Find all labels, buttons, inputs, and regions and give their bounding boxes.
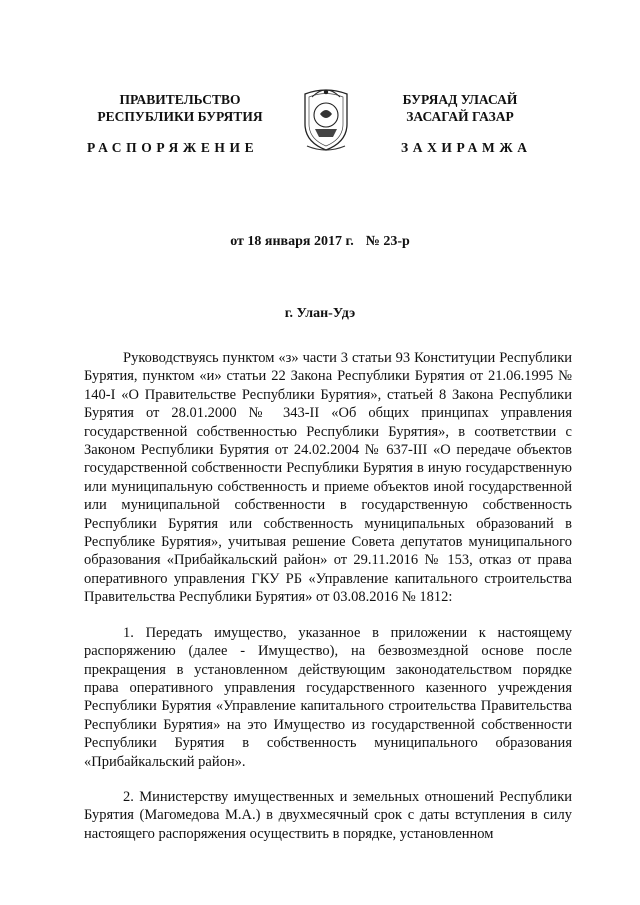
- coat-of-arms-icon: [299, 84, 353, 154]
- issuer-line-1: ПРАВИТЕЛЬСТВО: [119, 92, 241, 107]
- date-number-line: [0, 234, 640, 250]
- preamble-paragraph: Руководствуясь пунктом «з» части 3 статьи 93 Конституции Республики Бурятия, пунктом «и» статьи 22 Закона Республики Бурятия от 21.06.1995 № 140-I «О Правительстве Республики Бурятия», статьей 8 Закона Республики Бурятия от 28.01.2000 № 343-II «Об общих принципах управления государственной собственностью Республики Бурятия», в соответствии с Законом Республики Бурятия от 24.02.2004 № 637-III «О передаче объектов государственной собственности Республики Бурятия в иную государственную или муниципальную собственность и приеме объектов иной государственной или муниципальной собственности в государственную собственность Республики Бурятия или собственность муниципальных образований в Республике Бурятия», учитывая решение Совета депутатов муниципального образования «Прибайкальский район» от 29.11.2016 № 153, отказ от права оперативного управления ГКУ РБ «Управление капитального строительства Правительства Республики Бурятия» от 03.08.2016 № 1812:: [84, 350, 572, 606]
- issuer-name-russian: [82, 91, 278, 125]
- issuer-name-buryat: [372, 91, 548, 125]
- issuer-line-1-buryat: БУРЯАД УЛАСАЙ: [402, 92, 518, 107]
- issuer-line-2-buryat: ЗАСАГАЙ ГАЗАР: [406, 109, 514, 124]
- clause-2-paragraph: 2. Министерству имущественных и земельных отношений Республики Бурятия (Магомедова М.А.) в двухмесячный срок с даты вступления в силу настоящего распоряжения осуществить в порядке, установленном: [84, 788, 572, 842]
- doc-type-buryat: ЗАХИРАМЖА: [401, 140, 532, 155]
- document-date: от 18 января 2017 г.: [230, 234, 354, 249]
- issue-city: г. Улан-Удэ: [284, 306, 356, 321]
- clause-1-paragraph: 1. Передать имущество, указанное в приложении к настоящему распоряжению (далее - Имущество), на безвозмездной основе после прекращения в установленном действующим законодательством порядке права оперативного управления государственного казенного учреждения Республики Бурятия «Управление капитального строительства Правительства Республики Бурятия» на это Имущество из государственной собственности Республики Бурятия в собственность муниципального образования «Прибайкальский район».: [84, 624, 572, 770]
- document-body: [84, 349, 572, 843]
- issuer-line-2: РЕСПУБЛИКИ БУРЯТИЯ: [97, 109, 263, 124]
- document-number: № 23-р: [365, 234, 410, 249]
- doc-type-russian: РАСПОРЯЖЕНИЕ: [87, 140, 259, 155]
